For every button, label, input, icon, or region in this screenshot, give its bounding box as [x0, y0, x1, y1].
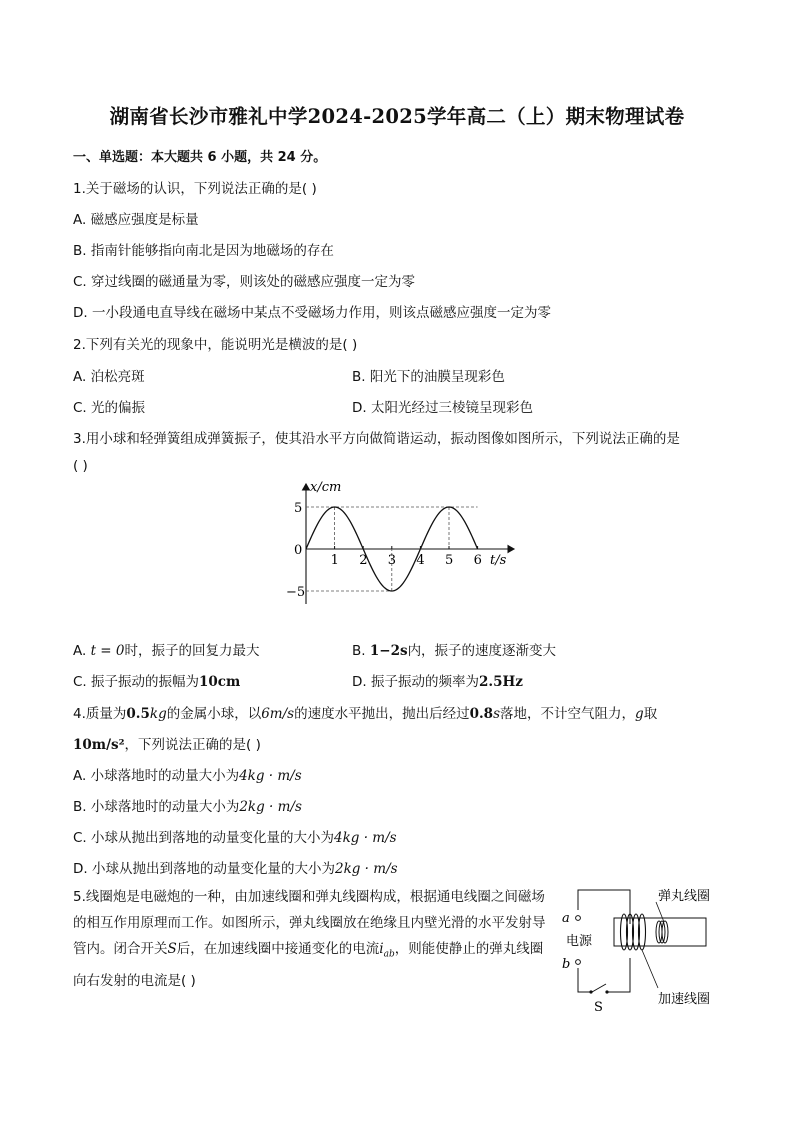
q3-stem-bracket: ( )	[73, 458, 88, 474]
q5-current-subscript: ab	[383, 949, 395, 960]
q1-option-c: C. 穿过线圈的磁通量为零，则该处的磁感应强度一定为零	[73, 274, 416, 290]
exam-title: 湖南省长沙市雅礼中学2024-2025学年高二（上）期末物理试卷	[109, 105, 685, 128]
y-axis-label	[310, 480, 341, 495]
origin-label: 0	[294, 543, 303, 558]
q3-option-c-text: C. 振子振动的振幅为	[73, 674, 200, 690]
x-tick-label: 2	[359, 553, 368, 568]
leader-accel	[642, 950, 658, 988]
switch-blade	[592, 984, 606, 992]
section-header: 一、单选题：本大题共 6 小题，共 24 分。	[73, 150, 327, 165]
terminal-b	[576, 960, 581, 965]
x-tick-label: 4	[416, 553, 425, 568]
q5-current-symbol: i	[379, 941, 384, 957]
q4-velocity: 6m/s	[261, 706, 295, 722]
switch-contact-left	[589, 990, 592, 993]
q4-text-3: 的速度水平抛出，抛出后经过	[294, 706, 470, 722]
q3-option-b-label: B.	[352, 643, 370, 659]
q3-option-a-label: A.	[73, 643, 91, 659]
q2-option-a: A. 泊松亮斑	[73, 369, 145, 385]
q5-text-2: 后，在加速线圈中接通变化的电流	[176, 941, 380, 957]
label-b: b	[562, 957, 571, 972]
q3-stem: 3.用小球和轻弹簧组成弹簧振子，使其沿水平方向做简谐运动，振动图像如图所示，下列说法正确的是	[73, 431, 680, 447]
label-a: a	[562, 911, 570, 926]
q5-switch-symbol: S	[167, 941, 177, 957]
acceleration-coil	[621, 914, 646, 950]
q4-time-value: 0.8	[469, 706, 494, 722]
q1-stem: 1.关于磁场的认识，下列说法正确的是( )	[73, 181, 317, 197]
circuit-wire-top	[578, 890, 630, 924]
q1-option-a: A. 磁感应强度是标量	[73, 212, 199, 228]
q1-option-b: B. 指南针能够指向南北是因为地磁场的存在	[73, 243, 334, 259]
x-tick-label: 3	[387, 553, 397, 568]
q4-option-d	[73, 857, 398, 877]
q4-stem-line1	[73, 702, 657, 722]
q4-mass-unit: kg	[149, 706, 167, 722]
q4-gravity-value: 10m/s²	[73, 737, 125, 753]
q3-option-a-math: t = 0	[90, 643, 125, 659]
circuit-wire-bottom	[578, 958, 630, 992]
terminal-a	[576, 916, 581, 921]
q2-option-d: D. 太阳光经过三棱镜呈现彩色	[352, 400, 533, 416]
y-tick-label-min: −5	[286, 585, 306, 600]
q4-time-unit: s	[493, 706, 501, 722]
leader-projectile	[656, 902, 664, 922]
label-accel-coil: 加速线圈	[658, 992, 711, 1007]
q4-text-2: 的金属小球，以	[166, 706, 262, 722]
q4-option-b	[73, 795, 302, 815]
x-tick-label: 1	[330, 553, 339, 568]
q3-option-a-text: 时，振子的回复力最大	[124, 643, 260, 659]
q4-mass-value: 0.5	[126, 706, 150, 722]
x-tick-label: 5	[445, 553, 454, 568]
q3-option-c	[73, 670, 240, 690]
x-tick-label: 6	[473, 553, 482, 568]
q5-text-1: 5.线圈炮是电磁炮的一种，由加速线圈和弹丸线圈构成，根据通电线圈之间磁场的相互作用原理而工作。如图所示，弹丸线圈放在绝缘且内壁光滑的水平发射导管内。闭合开关	[73, 889, 546, 957]
label-switch: S	[594, 1000, 603, 1015]
q3-option-d-text: D. 振子振动的频率为	[352, 674, 479, 690]
q5-stem	[73, 884, 553, 994]
q4-option-d-math: 2kg · m/s	[334, 861, 398, 877]
q3-option-a	[73, 639, 260, 659]
label-projectile-coil: 弹丸线圈	[658, 889, 711, 904]
q3-option-d-math: 2.5Hz	[478, 674, 523, 690]
q4-option-b-text: B. 小球落地时的动量大小为	[73, 799, 240, 815]
q4-stem-line2	[73, 733, 261, 753]
q4-option-a-math: 4kg · m/s	[239, 768, 302, 784]
oscillation-graph	[270, 474, 530, 614]
q4-option-a-text: A. 小球落地时的动量大小为	[73, 768, 240, 784]
switch-contact-right	[605, 990, 608, 993]
q1-option-d: D. 一小段通电直导线在磁场中某点不受磁场力作用，则该点磁感应强度一定为零	[73, 305, 551, 321]
q4-text-4: 落地，不计空气阻力，	[500, 706, 636, 722]
q4-text-1: 4.质量为	[73, 706, 127, 722]
q4-text-5: 取	[643, 706, 658, 722]
q3-option-c-math: 10cm	[199, 674, 241, 690]
q2-stem: 2.下列有关光的现象中，能说明光是横波的是( )	[73, 337, 358, 353]
q4-option-a	[73, 764, 302, 784]
y-axis-label-text: x/cm	[310, 480, 342, 495]
q4-gravity-symbol: g	[635, 706, 644, 722]
x-axis-label: t/s	[490, 553, 507, 568]
q4-text-6: ，下列说法正确的是( )	[124, 737, 261, 753]
q4-option-d-text: D. 小球从抛出到落地的动量变化量的大小为	[73, 861, 335, 877]
projectile-coil	[656, 921, 668, 943]
q3-option-b-math: 1−2s	[369, 643, 408, 659]
coil-gun-diagram	[558, 880, 733, 1020]
q3-option-b	[352, 639, 556, 659]
label-power-source: 电源	[566, 934, 593, 949]
q4-option-b-math: 2kg · m/s	[239, 799, 302, 815]
q2-option-b: B. 阳光下的油膜呈现彩色	[352, 369, 505, 385]
graph-marks	[286, 501, 482, 600]
q3-option-d	[352, 670, 523, 690]
y-tick-label-max: 5	[294, 501, 303, 516]
q4-option-c	[73, 826, 397, 846]
q3-option-b-text: 内，振子的速度逐渐变大	[407, 643, 557, 659]
q4-option-c-text: C. 小球从抛出到落地的动量变化量的大小为	[73, 830, 335, 846]
q4-option-c-math: 4kg · m/s	[334, 830, 397, 846]
q2-option-c: C. 光的偏振	[73, 400, 146, 416]
q5-text-3: ，则能使静止的弹丸线圈向右发射的电流是( )	[73, 941, 544, 989]
